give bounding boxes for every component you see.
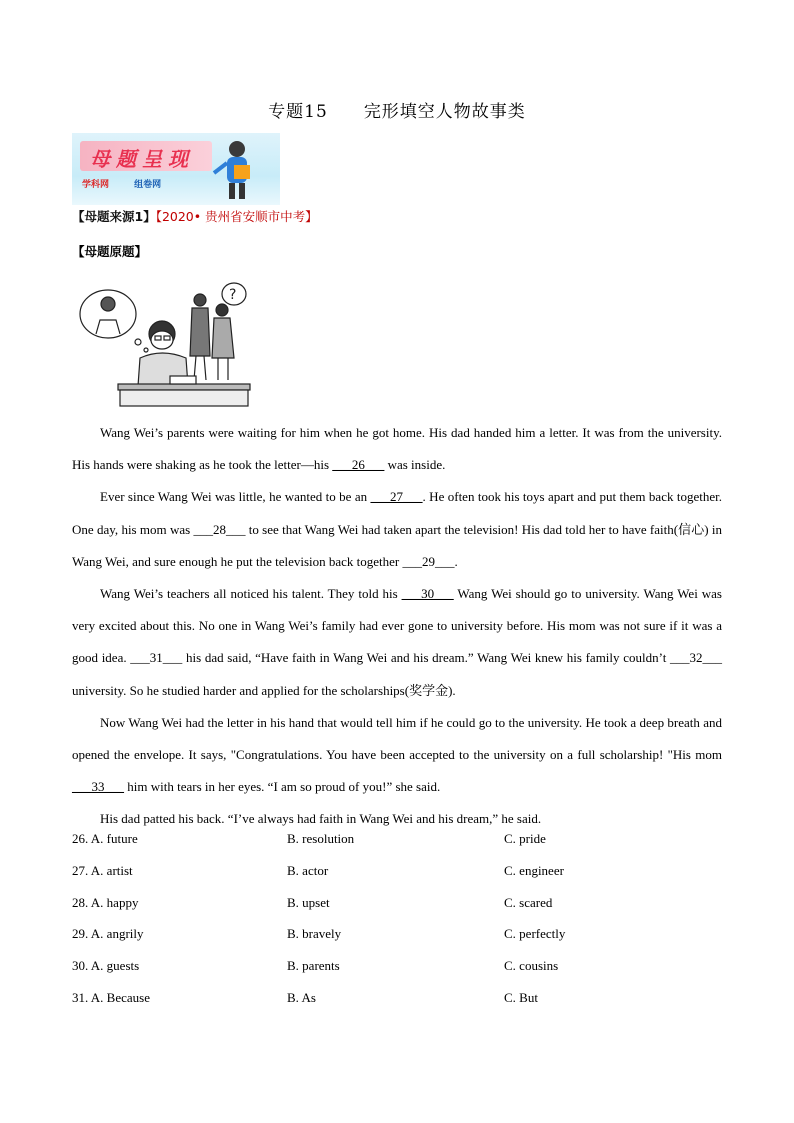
passage-paragraph: Wang Wei’s teachers all noticed his talent. They told his ___30___ Wang Wei should go to university. Wang Wei was very excited about this. No one in Wang Wei’s family had ever gone to university before. His mom was not sure if it was a good idea. ___31___ his dad said, “Have faith in Wang Wei and his dream.” Wang Wei knew his family couldn’t ___32___ university. So he studied harder and applied for the scholarships(奖学金). [72, 586, 722, 698]
blank-26: ___26___ [332, 457, 385, 473]
banner-heading: 母题呈现 [90, 147, 194, 171]
title-topic-name: 完形填空人物故事类 [363, 102, 526, 122]
title-topic-number: 专题15 [268, 102, 328, 122]
option-row: 26. A. future B. resolution C. pride [72, 831, 546, 846]
source-detail: 【2020• 贵州省安顺市中考】 [155, 209, 318, 224]
option-row: 30. A. guests B. parents C. cousins [72, 958, 559, 974]
section-label: 【母题原题】 [72, 244, 148, 259]
page-title [0, 97, 794, 122]
passage-paragraph: Now Wang Wei had the letter in his hand that would tell him if he could go to the university. He took a deep breath and opened the envelope. It says, "Congratulations. You have been accepted to the university on a full scholarship! "His mom ___33___ him with tears in her eyes. “I am so proud of you!” she said. [72, 714, 722, 795]
passage-paragraph: His dad patted his back. “I’ve always had faith in Wang Wei and his dream,” he said. [100, 811, 542, 827]
source-label: 【母题来源1】 [72, 209, 156, 224]
section-banner [72, 133, 280, 205]
student-dream-illustration [78, 276, 256, 408]
svg-text:?: ? [229, 287, 237, 303]
teacher-figure-icon [212, 137, 262, 201]
option-row: 28. A. happy B. upset C. scared [72, 894, 553, 910]
option-row: 31. A. Because B. As C. But [72, 989, 538, 1005]
option-row: 29. A. angrily B. bravely C. perfectly [72, 926, 566, 942]
blank-27: ___27___ [370, 489, 423, 505]
option-row: 27. A. artist B. actor C. engineer [72, 862, 564, 878]
logo-zujuanwang: 组卷网 [134, 180, 162, 190]
blank-33: ___33___ [72, 779, 124, 795]
passage-paragraph: Ever since Wang Wei was little, he wanted to be an ___27___. He often took his toys apart and put them back together. One day, his mom was ___28___ to see that Wang Wei had taken apart the television! His dad told her to have faith(信心) in Wang Wei, and sure enough he put the television back together ___29___. [72, 489, 722, 569]
cloze-passage [72, 417, 722, 836]
question-source [72, 207, 318, 225]
answer-options [72, 831, 722, 1022]
logo-xuekewang: 学科网 [82, 180, 110, 190]
blank-30: ___30___ [401, 586, 454, 602]
passage-paragraph: Wang Wei’s parents were waiting for him when he got home. His dad handed him a letter. It was from the university. His hands were shaking as he took the letter—his ___26___ was inside. [72, 425, 722, 473]
